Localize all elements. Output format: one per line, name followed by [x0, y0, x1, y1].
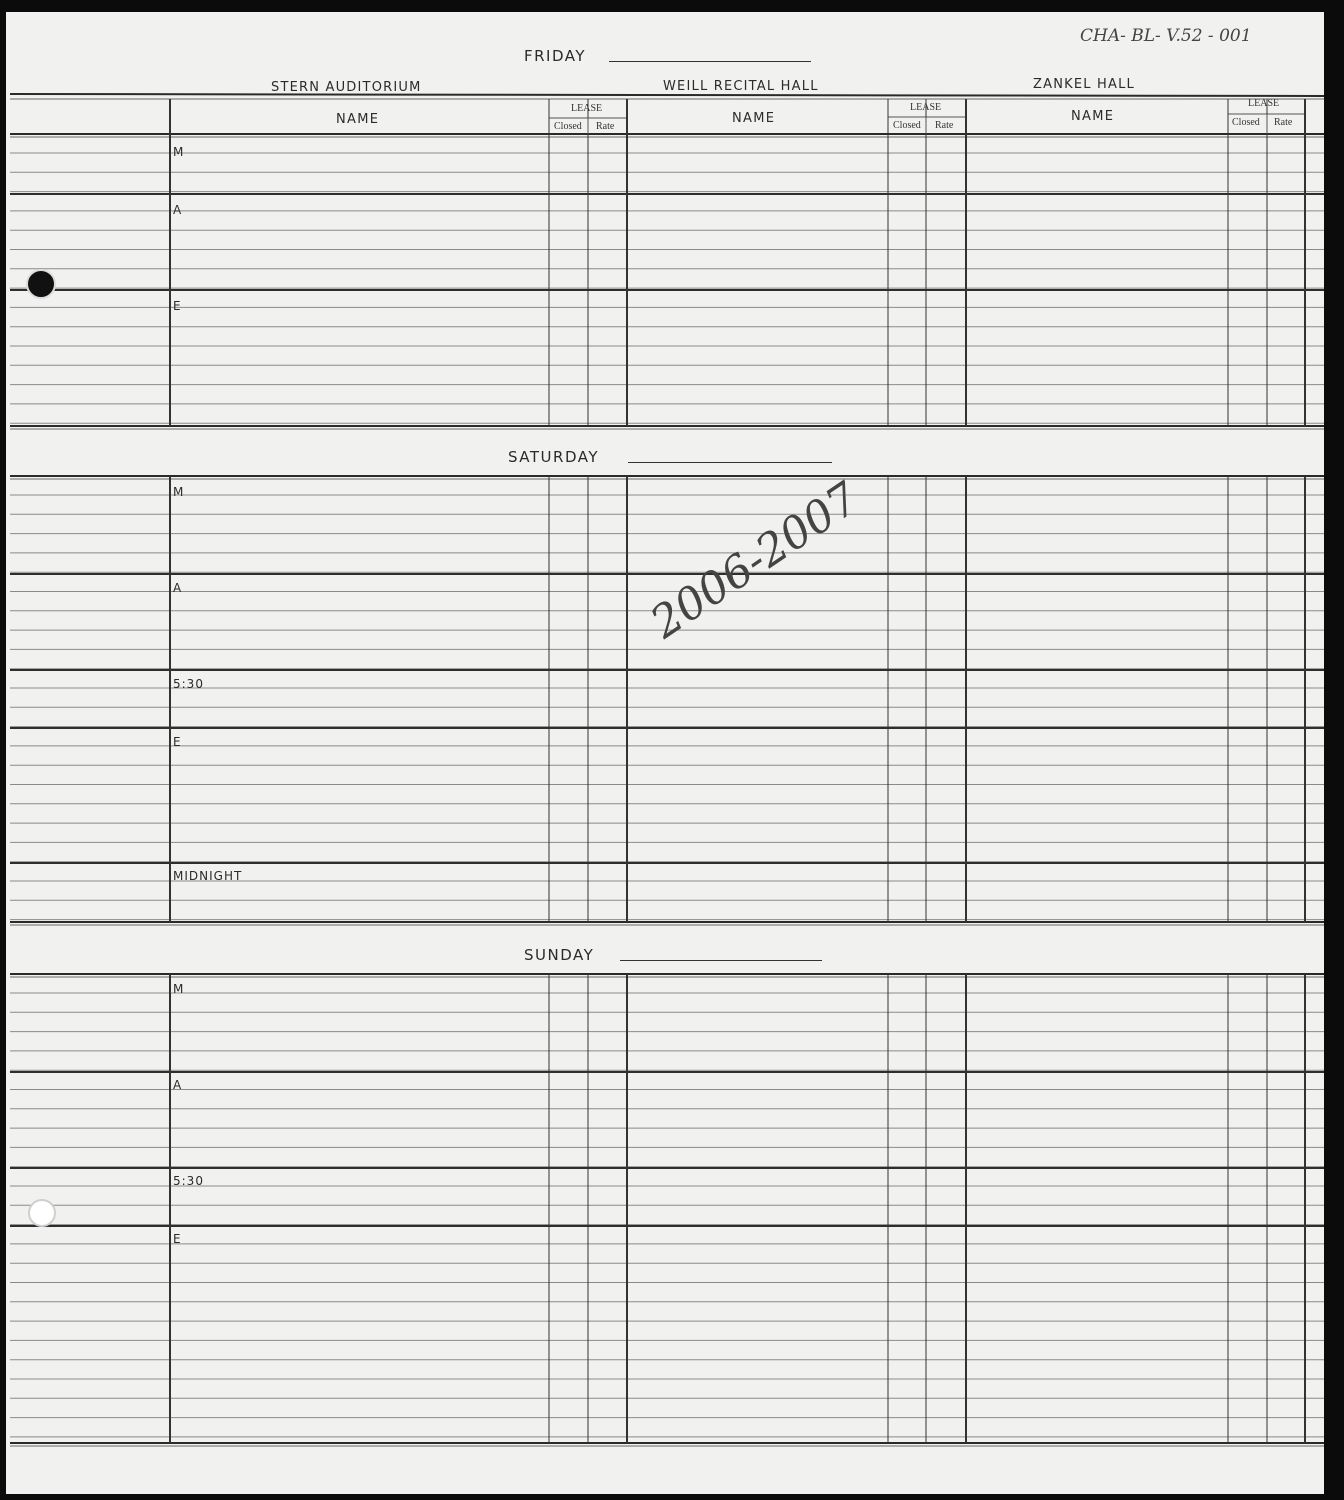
marker-saturday-530: 5:30 — [173, 677, 204, 691]
marker-friday-a: A — [173, 203, 183, 217]
rate-header-weill: Rate — [935, 120, 954, 131]
day-title-sunday: SUNDAY — [524, 946, 595, 964]
closed-header-weill: Closed — [893, 120, 921, 131]
marker-saturday-midnight: MIDNIGHT — [173, 869, 243, 883]
marker-sunday-m: M — [173, 982, 185, 996]
marker-friday-e: E — [173, 299, 182, 313]
punch-hole-bottom — [28, 1199, 56, 1227]
marker-sunday-e: E — [173, 1232, 182, 1246]
day-date-line-friday — [609, 61, 811, 62]
handwritten-year: 2006-2007 — [641, 472, 869, 649]
ruled-grid — [6, 12, 1324, 1494]
schedule-sheet — [6, 12, 1324, 1494]
marker-saturday-m: M — [173, 485, 185, 499]
day-title-friday: FRIDAY — [524, 47, 587, 65]
day-date-line-saturday — [628, 462, 832, 463]
marker-saturday-a: A — [173, 581, 183, 595]
marker-saturday-e: E — [173, 735, 182, 749]
lease-header-stern: LEASE — [571, 103, 603, 114]
rate-header-zankel: Rate — [1274, 117, 1293, 128]
venue-zankel: ZANKEL HALL — [1033, 77, 1135, 92]
closed-header-zankel: Closed — [1232, 117, 1260, 128]
header-top-rule — [10, 94, 1324, 96]
name-header-stern: NAME — [336, 112, 380, 127]
punch-hole-top — [26, 269, 56, 299]
lease-header-weill: LEASE — [910, 102, 942, 113]
name-header-weill: NAME — [732, 111, 776, 126]
rate-header-stern: Rate — [596, 121, 615, 132]
venue-weill: WEILL RECITAL HALL — [663, 79, 819, 94]
marker-sunday-530: 5:30 — [173, 1174, 204, 1188]
lease-header-zankel: LEASE — [1248, 98, 1280, 109]
archive-id: CHA- BL- V.52 - 001 — [1080, 26, 1252, 46]
name-header-zankel: NAME — [1071, 109, 1115, 124]
venue-stern: STERN AUDITORIUM — [271, 80, 422, 95]
day-title-saturday: SATURDAY — [508, 448, 600, 466]
closed-header-stern: Closed — [554, 121, 582, 132]
marker-friday-m: M — [173, 145, 185, 159]
marker-sunday-a: A — [173, 1078, 183, 1092]
day-date-line-sunday — [620, 960, 822, 961]
